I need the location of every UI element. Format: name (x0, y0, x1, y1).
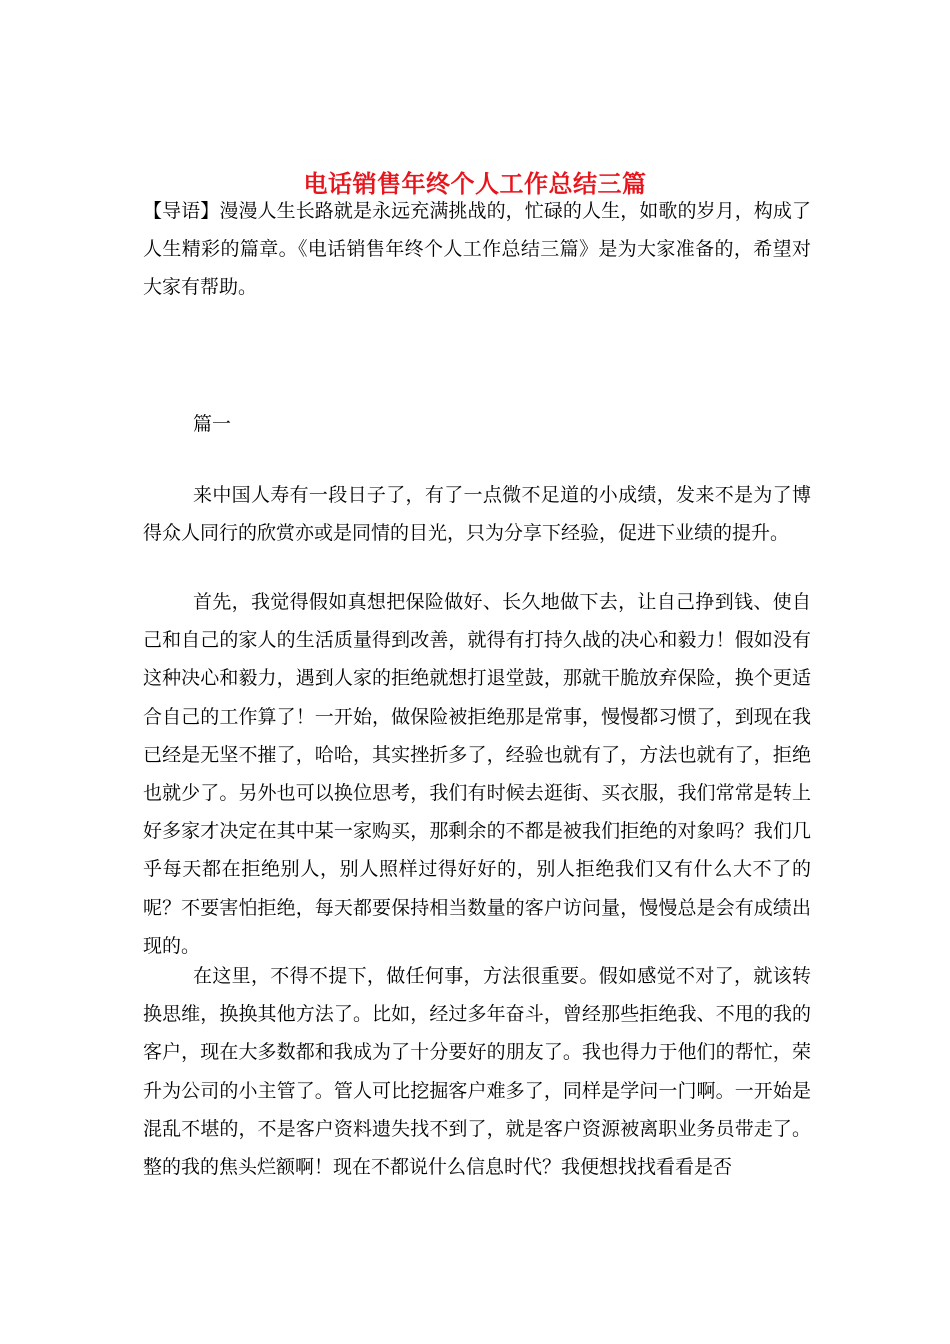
body-paragraph-3: 在这里，不得不提下，做任何事，方法很重要。假如感觉不对了，就该转换思维，换换其他方法了。比如，经过多年奋斗，曾经那些拒绝我、不甩的我的客户，现在大多数都和我成为了十分要好的朋友了。我也得力于他们的帮忙，荣升为公司的小主管了。管人可比挖掘客户难多了，同样是学问一门啊。一开始是混乱不堪的，不是客户资料遗失找不到了，就是客户资源被离职业务员带走了。整的我的焦头烂额啊！现在不都说什么信息时代？我便想找找看看是否 (143, 965, 811, 1179)
body-paragraph-2: 首先，我觉得假如真想把保险做好、长久地做下去，让自己挣到钱、使自己和自己的家人的生活质量得到改善，就得有打持久战的决心和毅力！假如没有这种决心和毅力，遇到人家的拒绝就想打退堂鼓，那就干脆放弃保险，换个更适合自己的工作算了！一开始，做保险被拒绝那是常事，慢慢都习惯了，到现在我已经是无坚不摧了，哈哈，其实挫折多了，经验也就有了，方法也就有了，拒绝也就少了。另外也可以换位思考，我们有时候去逛街、买衣服，我们常常是转上好多家才决定在其中某一家购买，那剩余的不都是被我们拒绝的对象吗？我们几乎每天都在拒绝别人，别人照样过得好好的，别人拒绝我们又有什么大不了的呢？不要害怕拒绝，每天都要保持相当数量的客户访问量，慢慢总是会有成绩出现的。 (143, 591, 811, 957)
section-heading: 篇一 (193, 413, 232, 435)
document-title: 电话销售年终个人工作总结三篇 (303, 169, 647, 199)
body-paragraph-1: 来中国人寿有一段日子了，有了一点微不足道的小成绩，发来不是为了博得众人同行的欣赏亦或是同情的目光，只为分享下经验，促进下业绩的提升。 (143, 484, 811, 545)
intro-paragraph: 【导语】漫漫人生长路就是永远充满挑战的，忙碌的人生，如歌的岁月，构成了人生精彩的篇章。《电话销售年终个人工作总结三篇》是为大家准备的，希望对大家有帮助。 (143, 200, 811, 298)
